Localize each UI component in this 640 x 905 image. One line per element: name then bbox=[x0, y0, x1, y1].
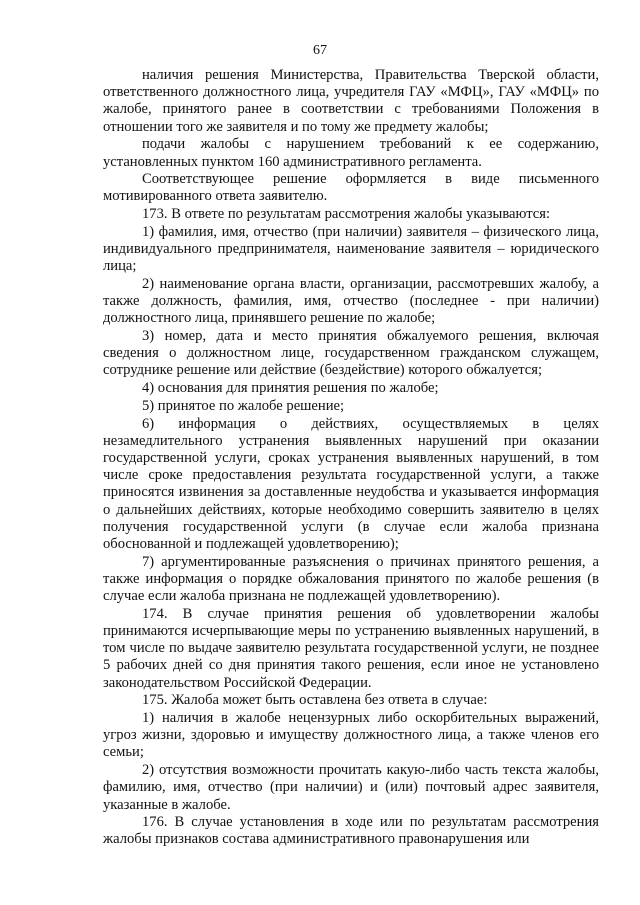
paragraph-176: 176. В случае установления в ходе или по результатам рассмотрения жалобы признаков состава административного правонарушения или bbox=[103, 814, 599, 848]
paragraph-173: 173. В ответе по результатам рассмотрения жалобы указываются: bbox=[142, 206, 551, 223]
list-item-173-4: 4) основания для принятия решения по жалобе; bbox=[142, 380, 439, 397]
body-text bbox=[103, 67, 599, 849]
paragraph-filing-violation: подачи жалобы с нарушением требований к ее содержанию, установленных пунктом 160 административного регламента. bbox=[103, 136, 599, 170]
list-item-173-5: 5) принятое по жалобе решение; bbox=[142, 397, 345, 414]
list-item-173-1: 1) фамилия, имя, отчество (при наличии) заявителя – физического лица, индивидуального предпринимателя, наименование заявителя – юридического лица; bbox=[103, 223, 599, 275]
paragraph-175: 175. Жалоба может быть оставлена без ответа в случае: bbox=[142, 692, 488, 709]
list-item-173-2: 2) наименование органа власти, организации, рассмотревших жалобу, а также должность, фамилия, имя, отчество (последнее - при наличии) должностного лица, принявшего решение по жалобе; bbox=[103, 275, 599, 327]
list-item-173-7: 7) аргументированные разъяснения о причинах принятого решения, а также информация о порядке обжалования принятого по жалобе решения (в случае если жалоба признана не подлежащей удовлетворению). bbox=[103, 553, 599, 605]
list-item-175-2: 2) отсутствия возможности прочитать какую-либо часть текста жалобы, фамилию, имя, отчество (при наличии) и (или) почтовый адрес заявителя, указанные в жалобе. bbox=[103, 762, 599, 813]
paragraph-174: 174. В случае принятия решения об удовлетворении жалобы принимаются исчерпывающие меры по устранению выявленных нарушений, в том числе по выдаче заявителю результата государственной услуги, не позднее 5 рабочих дней со дня принятия такого решения, если иное не установлено законодательством Российской Федерации. bbox=[103, 605, 599, 691]
paragraph-decision-form: Соответствующее решение оформляется в виде письменного мотивированного ответа заявителю. bbox=[103, 171, 599, 205]
list-item-175-1: 1) наличия в жалобе нецензурных либо оскорбительных выражений, угроз жизни, здоровью и имуществу должностного лица, а также членов его семьи; bbox=[103, 710, 599, 761]
paragraph-continuation: наличия решения Министерства, Правительства Тверской области, ответственного должностного лица, учредителя ГАУ «МФЦ», ГАУ «МФЦ» по жалобе, принятого ранее в соответствии с требованиями Положения в отношении того же заявителя и по тому же предмету жалобы; bbox=[103, 67, 599, 135]
page-number: 67 bbox=[313, 43, 327, 58]
list-item-173-6: 6) информация о действиях, осуществляемых в целях незамедлительного устранения выявленных нарушений при оказании государственной услуги, сроках устранения выявленных нарушений, в том числе сроке предоставления результата государственной услуги, а также приносятся извинения за доставленные неудобства и указывается информация о дальнейших действиях, которые необходимо совершить заявителю в целях получения государственной услуги (в случае если жалоба признана обоснованной и подлежащей удовлетворению); bbox=[103, 415, 599, 552]
list-item-173-3: 3) номер, дата и место принятия обжалуемого решения, включая сведения о должностном лице, государственном гражданском служащем, сотруднике решение или действие (бездействие) которого обжалуется; bbox=[103, 328, 599, 379]
